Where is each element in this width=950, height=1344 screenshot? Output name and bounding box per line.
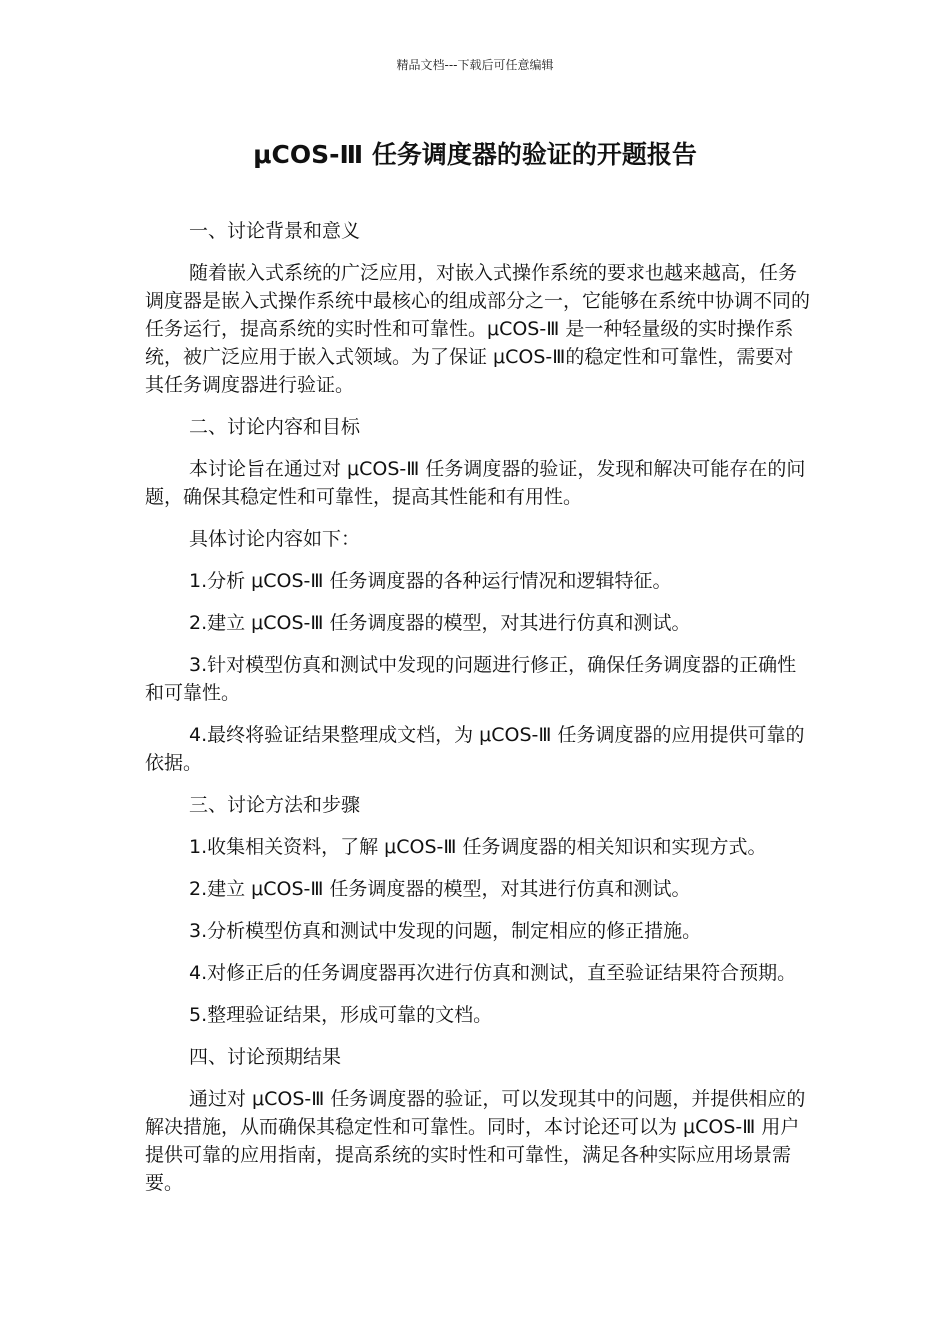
section-heading-background: 一、讨论背景和意义 xyxy=(189,220,361,242)
list-item-content-2: 2.建立 μCOS-Ⅲ 任务调度器的模型，对其进行仿真和测试。 xyxy=(189,612,691,634)
list-item-methods-1: 1.收集相关资料，了解 μCOS-Ⅲ 任务调度器的相关知识和实现方式。 xyxy=(189,836,767,858)
paragraph-background: 随着嵌入式系统的广泛应用，对嵌入式操作系统的要求也越来越高，任务调度器是嵌入式操作系统中最核心的组成部分之一，它能够在系统中协调不同的任务运行，提高系统的实时性和可靠性。μCOS-Ⅲ 是一种轻量级的实时操作系统，被广泛应用于嵌入式领域。为了保证 μCOS-Ⅲ的稳定性和可靠性，需要对其任务调度器进行验证。 xyxy=(145,262,811,396)
document-body xyxy=(145,217,810,1211)
page-header: 精品文档---下载后可任意编辑 xyxy=(396,58,554,72)
list-item-content-4: 4.最终将验证结果整理成文档，为 μCOS-Ⅲ 任务调度器的应用提供可靠的依据。 xyxy=(145,724,805,774)
section-heading-content: 二、讨论内容和目标 xyxy=(189,416,361,438)
document-title: μCOS-Ⅲ 任务调度器的验证的开题报告 xyxy=(253,140,697,169)
paragraph-expected-results: 通过对 μCOS-Ⅲ 任务调度器的验证，可以发现其中的问题，并提供相应的解决措施，从而确保其稳定性和可靠性。同时，本讨论还可以为 μCOS-Ⅲ 用户提供可靠的应用指南，提高系统的实时性和可靠性，满足各种实际应用场景需要。 xyxy=(145,1088,806,1194)
section-heading-methods: 三、讨论方法和步骤 xyxy=(189,794,361,816)
list-item-content-3: 3.针对模型仿真和测试中发现的问题进行修正，确保任务调度器的正确性和可靠性。 xyxy=(145,654,797,704)
list-item-methods-2: 2.建立 μCOS-Ⅲ 任务调度器的模型，对其进行仿真和测试。 xyxy=(189,878,691,900)
list-item-methods-4: 4.对修正后的任务调度器再次进行仿真和测试，直至验证结果符合预期。 xyxy=(189,962,797,984)
paragraph-content: 本讨论旨在通过对 μCOS-Ⅲ 任务调度器的验证，发现和解决可能存在的问题，确保其稳定性和可靠性，提高其性能和有用性。 xyxy=(145,458,806,508)
paragraph-content-intro: 具体讨论内容如下： xyxy=(189,528,361,550)
section-heading-expected-results: 四、讨论预期结果 xyxy=(189,1046,342,1068)
list-item-methods-3: 3.分析模型仿真和测试中发现的问题，制定相应的修正措施。 xyxy=(189,920,702,942)
list-item-methods-5: 5.整理验证结果，形成可靠的文档。 xyxy=(189,1004,493,1026)
list-item-content-1: 1.分析 μCOS-Ⅲ 任务调度器的各种运行情况和逻辑特征。 xyxy=(189,570,672,592)
